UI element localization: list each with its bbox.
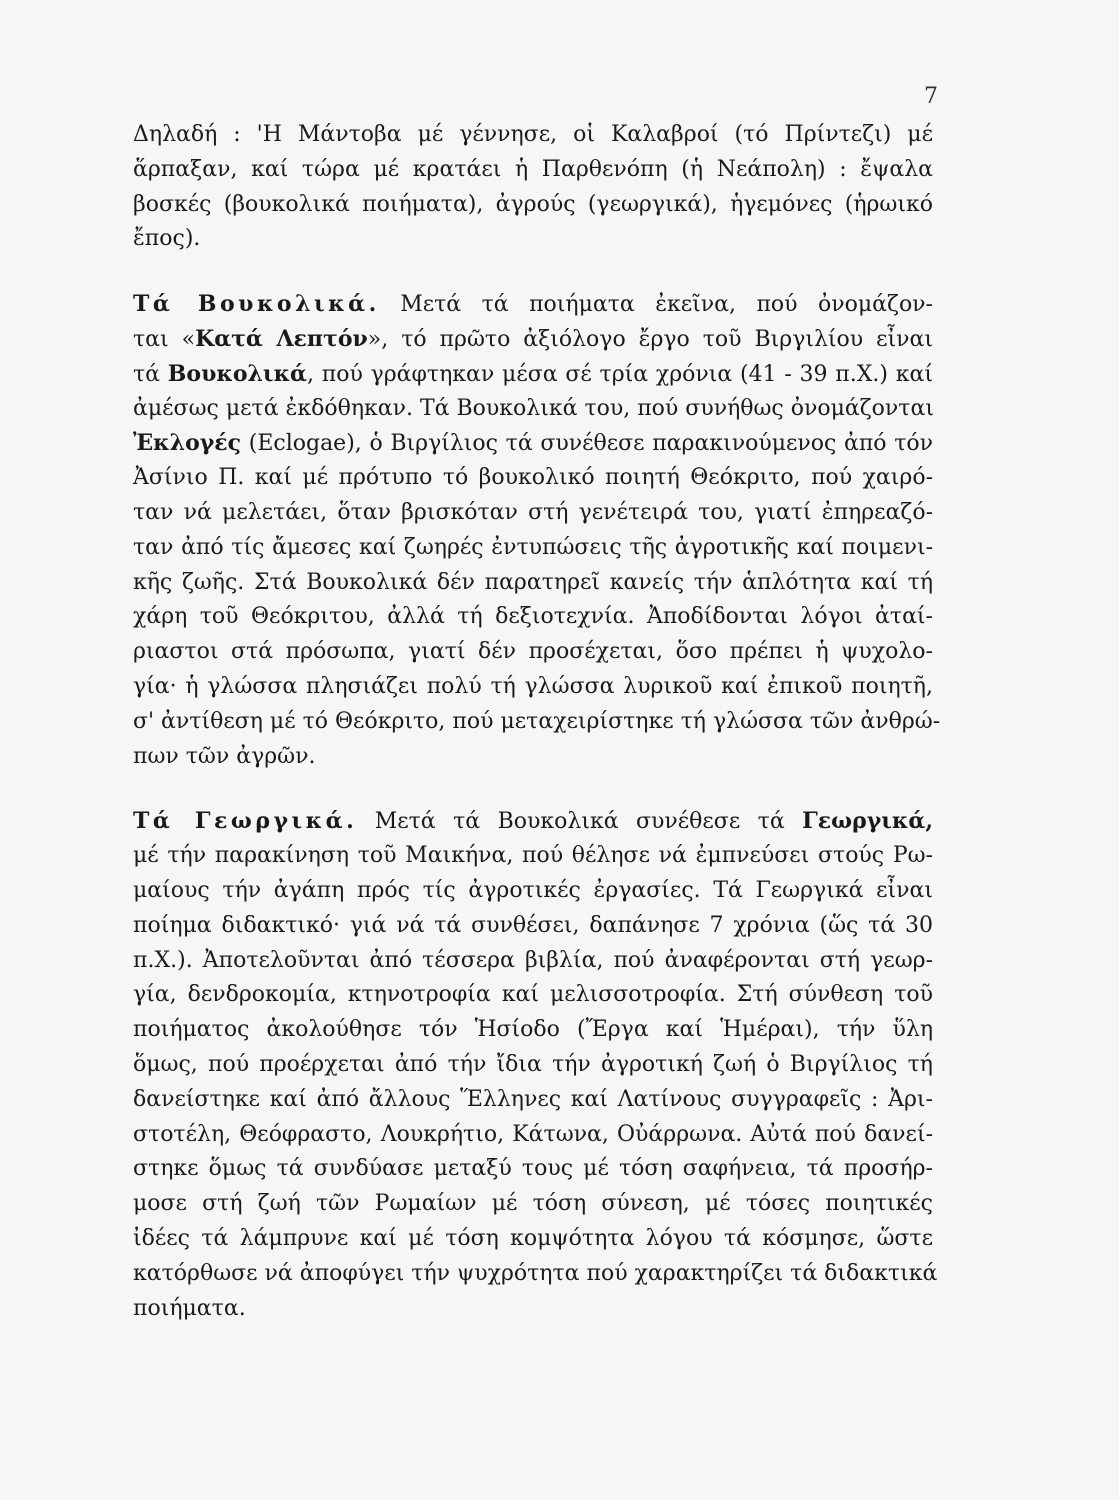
text-line: μέ τήν παρακίνηση τοῦ Μαικήνα, πού θέλησε νά ἐμπνεύσει στούς Ρω-: [133, 843, 933, 869]
text-line: [133, 322, 933, 357]
text-span: (Eclogae), ὁ Βιργίλιος τά συνέθεσε παρακινούμενος ἀπό τόν: [241, 431, 933, 457]
text-line: ποίημα διδακτικό· γιά νά τά συνθέσει, δαπάνησε 7 χρόνια (ὥς τά 30: [133, 912, 933, 938]
text-span: Μετά τά Βουκολικά συνέθεσε τά: [357, 809, 803, 835]
text-line: [133, 804, 933, 839]
bold-term: Κατά Λεπτόν: [195, 325, 368, 352]
text-line: δανείστηκε καί ἀπό ἄλλους Ἕλληνες καί Λατίνους συγγραφεῖς : Ἀρι-: [133, 1086, 933, 1112]
bold-term: Γεωργικά,: [802, 808, 933, 835]
text-line: ταν νά μελετάει, ὅταν βρισκόταν στή γενέτειρά του, γιατί ἐπηρεαζό-: [133, 499, 933, 525]
text-line: π.Χ.). Ἀποτελοῦνται ἀπό τέσσερα βιβλία, πού ἀναφέρονται στή γεωρ-: [133, 947, 933, 973]
text-span: , πού γράφτηκαν μέσα σέ τρία χρόνια (41 - 39 π.Χ.) καί: [306, 361, 933, 387]
text-line: βοσκές (βουκολικά ποιήματα), ἀγρούς (γεωργικά), ἡγεμόνες (ἡρωικό: [133, 191, 933, 217]
text-line: ἀμέσως μετά ἐκδόθηκαν. Τά Βουκολικά του, πού συνήθως ὀνομάζονται: [133, 395, 934, 421]
bold-term: Ἐκλογές: [133, 430, 242, 457]
text-line: ποιήματος ἀκολούθησε τόν Ἡσίοδο (Ἔργα καί Ἡμέραι), τήν ὕλη: [133, 1017, 933, 1043]
text-line: μοσε στή ζωή τῶν Ρωμαίων μέ τόση σύνεση, μέ τόσες ποιητικές: [133, 1191, 933, 1217]
page-body: [133, 118, 941, 1326]
text-line: μαίους τήν ἀγάπη πρός τίς ἀγροτικές ἐργασίες. Τά Γεωργικά εἶναι: [133, 877, 933, 903]
text-line: ποιήματα.: [133, 1295, 246, 1321]
text-line: πων τῶν ἀγρῶν.: [133, 743, 316, 769]
text-line: [133, 287, 933, 322]
text-line: γία, δενδροκομία, κτηνοτροφία καί μελισσοτροφία. Στή σύνθεση τοῦ: [133, 982, 933, 1008]
text-line: [133, 357, 933, 392]
paragraph-intro: [133, 118, 933, 257]
text-span: τά: [133, 361, 168, 387]
text-line: ὅμως, πού προέρχεται ἀπό τήν ἴδια τήν ἀγροτική ζωή ὁ Βιργίλιος τή: [133, 1051, 933, 1077]
text-line: ριαστοι στά πρόσωπα, γιατί δέν προσέχεται, ὅσο πρέπει ἡ ψυχολο-: [133, 639, 933, 665]
paragraph-georgics: [133, 804, 938, 1326]
paragraph-bucolics: [133, 287, 941, 774]
text-line: γία· ἡ γλώσσα πλησιάζει πολύ τή γλώσσα λυρικοῦ καί ἐπικοῦ ποιητῆ,: [133, 673, 933, 699]
text-span: ται «: [133, 326, 196, 352]
text-line: κῆς ζωῆς. Στά Βουκολικά δέν παρατηρεῖ κανείς τήν ἁπλότητα καί τή: [133, 569, 933, 595]
page-number: 7: [924, 84, 938, 109]
text-line: Δηλαδή : 'Η Μάντοβα μέ γέννησε, οἱ Καλαβροί (τό Πρίντεζι) μέ: [133, 122, 933, 147]
text-line: ἰδέες τά λάμπρυνε καί μέ τόση κομψότητα λόγου τά κόσμησε, ὥστε: [133, 1225, 933, 1251]
text-line: [133, 426, 933, 461]
text-line: κατόρθωσε νά ἀποφύγει τήν ψυχρότητα πού χαρακτηρίζει τά διδακτικά: [133, 1260, 938, 1286]
text-line: σ' ἀντίθεση μέ τό Θεόκριτο, πού μεταχειρίστηκε τή γλώσσα τῶν ἀνθρώ-: [133, 708, 941, 734]
section-heading-bucolics: Τά Βουκολικά.: [133, 291, 380, 318]
text-span: Μετά τά ποιήματα ἐκεῖνα, πού ὀνομάζον-: [379, 292, 933, 318]
section-heading-georgics: Τά Γεωργικά.: [133, 808, 358, 835]
text-line: ταν ἀπό τίς ἄμεσες καί ζωηρές ἐντυπώσεις τῆς ἀγροτικῆς καί ποιμενι-: [133, 534, 933, 560]
text-line: Ἀσίνιο Π. καί μέ πρότυπο τό βουκολικό ποιητή Θεόκριτο, πού χαιρό-: [133, 465, 933, 491]
text-line: χάρη τοῦ Θεόκριτου, ἀλλά τή δεξιοτεχνία. Ἀποδίδονται λόγοι ἀταί-: [133, 604, 933, 630]
text-line: ἅρπαξαν, καί τώρα μέ κρατάει ἡ Παρθενόπη (ἡ Νεάπολη) : ἔψαλα: [133, 156, 933, 182]
text-line: ἔπος).: [133, 226, 201, 252]
text-line: στοτέλη, Θεόφραστο, Λουκρήτιο, Κάτωνα, Οὐάρρωνα. Αὐτά πού δανεί-: [133, 1121, 933, 1147]
text-span: », τό πρῶτο ἀξιόλογο ἔργο τοῦ Βιργιλίου εἶναι: [367, 326, 934, 352]
text-line: στηκε ὅμως τά συνδύασε μεταξύ τους μέ τόση σαφήνεια, τά προσήρ-: [133, 1156, 933, 1182]
bold-term: Βουκολικά: [167, 360, 307, 387]
